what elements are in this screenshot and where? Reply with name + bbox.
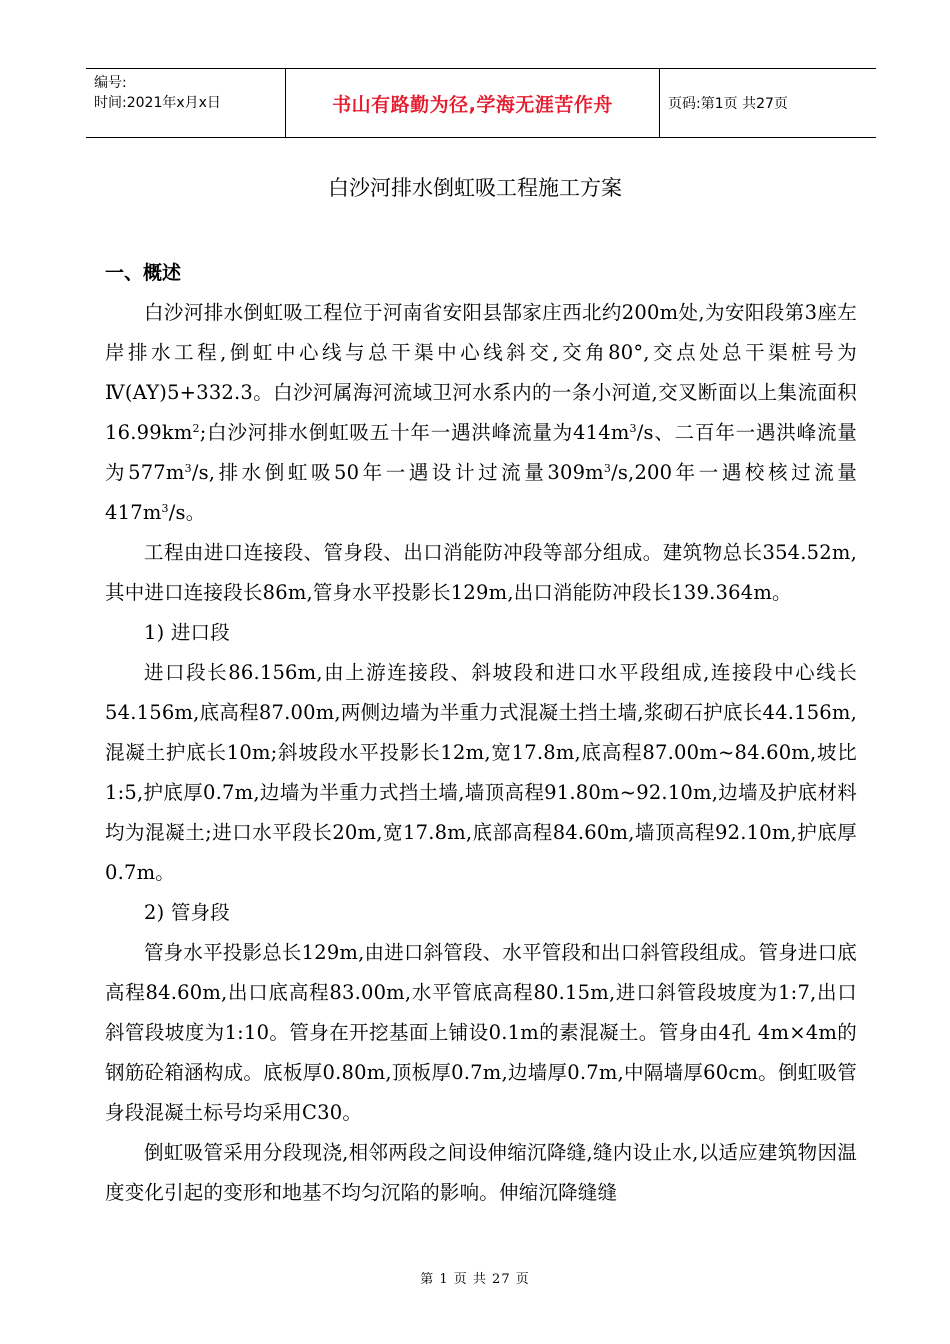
text-run: /s,排水倒虹吸50年一遇设计过流量309m (191, 461, 604, 484)
document-body (105, 293, 857, 1213)
document-title: 白沙河排水倒虹吸工程施工方案 (328, 176, 622, 200)
paragraph-inlet: 进口段长86.156m,由上游连接段、斜坡段和进口水平段组成,连接段中心线长54.156m,底高程87.00m,两侧边墙为半重力式混凝土挡土墙,浆砌石护底长44.156m,混凝土护底长10m;斜坡段水平投影长12m,宽17.8m,底高程87.00m~84.60m,坡比1:5,护底厚0.7m,边墙为半重力式挡土墙,墙顶高程91.80m~92.10m,边墙及护底材料均为混凝土;进口水平段长20m,宽17.8m,底部高程84.60m,墙顶高程92.10m,护底厚0.7m。 (105, 661, 857, 884)
superscript: 3 (629, 422, 637, 435)
paragraph-pipe: 管身水平投影总长129m,由进口斜管段、水平管段和出口斜管段组成。管身进口底高程84.60m,出口底高程83.00m,水平管底高程80.15m,进口斜管段坡度为1:7,出口斜管段坡度为1:10。管身在开挖基面上铺设0.1m的素混凝土。管身由4孔 4m×4m的钢筋砼箱涵构成。底板厚0.80m,顶板厚0.7m,边墙厚0.7m,中隔墙厚60cm。倒虹吸管身段混凝土标号均采用C30。 (105, 941, 858, 1124)
superscript: 3 (184, 462, 192, 475)
time-label: 时间:2021年x月x日 (94, 95, 221, 111)
superscript: 2 (192, 422, 200, 435)
number-label: 编号: (94, 75, 127, 91)
subheading-inlet: 1) 进口段 (144, 621, 230, 644)
superscript: 3 (603, 462, 612, 475)
subheading-pipe: 2) 管身段 (144, 901, 230, 924)
page-header (86, 68, 876, 138)
text-run: ;白沙河排水倒虹吸五十年一遇洪峰流量为414m (199, 421, 630, 444)
text-run: /s。 (168, 501, 206, 524)
header-meta (86, 69, 286, 137)
paragraph-overview (105, 293, 857, 533)
text-run: /s、二百年一遇洪峰流量为577m (105, 421, 857, 484)
text-run: /s,200年一遇校核过流量417m (105, 461, 857, 524)
superscript: 3 (161, 502, 169, 515)
page-footer: 第 1 页 共 27 页 (420, 1272, 530, 1287)
header-page-code: 页码:第1页 共27页 (668, 96, 788, 112)
paragraph-joints: 倒虹吸管采用分段现浇,相邻两段之间设伸缩沉降缝,缝内设止水,以适应建筑物因温度变化引起的变形和地基不均匀沉陷的影响。伸缩沉降缝缝 (105, 1141, 857, 1204)
section-heading: 一、概述 (105, 262, 182, 284)
paragraph-composition: 工程由进口连接段、管身段、出口消能防冲段等部分组成。建筑物总长354.52m,其中进口连接段长86m,管身水平投影长129m,出口消能防冲段长139.364m。 (105, 541, 857, 604)
text-run: 白沙河排水倒虹吸工程位于河南省安阳县郜家庄西北约200m处,为安阳段第3座左岸排水工程,倒虹中心线与总干渠中心线斜交,交角80°,交点处总干渠桩号为Ⅳ(AY)5+332.3。白沙河属海河流域卫河水系内的一条小河道,交叉断面以上集流面积16.99km (105, 301, 857, 444)
header-motto: 书山有路勤为径,学海无涯苦作舟 (286, 69, 660, 137)
